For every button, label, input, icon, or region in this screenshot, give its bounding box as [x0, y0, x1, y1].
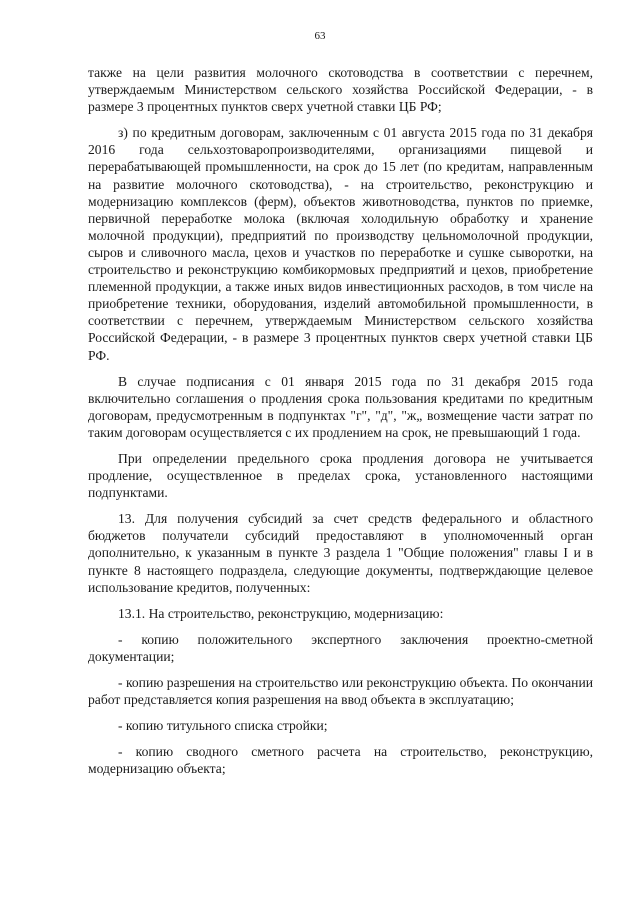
- paragraph-item-13-1: 13.1. На строительство, реконструкцию, модернизацию:: [118, 605, 444, 621]
- paragraph-subitem-z: з) по кредитным договорам, заключенным с 01 августа 2015 года по 31 декабря 2016 года сельхозтоваропроизводителями, организациями пищевой и перерабатывающей промышленности, на срок до 15 лет (по кредитам, направленным на развитие молочного скотоводства), - на строительство, реконструкцию и модернизацию комплексов (ферм), объектов животноводства, пунктов по приемке, первичной переработке молока (включая холодильную обработку и хранение молочной продукции), предприятий по производству цельномолочной продукции, сыров и сливочного масла, цехов и участков по переработке и сушке сыворотки, на строительство и реконструкцию комбикормовых предприятий и цехов, приобретение племенной продукции, а также иных видов инвестиционных расходов, в том числе на приобретение техники, оборудования, изделий автомобильной промышленности, в соответствии с перечнем, утверждаемым Министерством сельского хозяйства Российской Федерации, - в размере 3 процентных пунктов сверх учетной ставки ЦБ РФ.: [88, 125, 593, 363]
- document-body: [88, 64, 593, 786]
- paragraph-construction-permit: - копию разрешения на строительство или реконструкцию объекта. По окончании работ представляется копия разрешения на ввод объекта в эксплуатацию;: [88, 675, 593, 708]
- page-number: 63: [314, 30, 326, 42]
- paragraph-extension-case: В случае подписания с 01 января 2015 года по 31 декабря 2015 года включительно соглашения о продления срока пользования кредитами по кредитным договорам, предусмотренным в подпунктах "г", "д", "ж„ возмещение части затрат по таким договорам осуществляется с их продлением на срок, не превышающий 1 года.: [88, 373, 593, 440]
- paragraph-extension-limit: При определении предельного срока продления договора не учитывается продление, осуществленное в пределах срока, установленного настоящими подпунктами.: [88, 450, 593, 501]
- paragraph-estimate: - копию сводного сметного расчета на строительство, реконструкцию, модернизацию объекта;: [88, 744, 593, 777]
- paragraph-item-13: 13. Для получения субсидий за счет средств федерального и областного бюджетов получатели субсидий предоставляют в уполномоченный орган дополнительно, к указанным в пункте 3 раздела 1 "Общие положения" главы I и в пункте 8 настоящего подраздела, следующие документы, подтверждающие целевое использование кредитов, полученных:: [88, 511, 593, 595]
- paragraph-expert-conclusion: - копию положительного экспертного заключения проектно-сметной документации;: [88, 631, 593, 664]
- paragraph-continuation: также на цели развития молочного скотоводства в соответствии с перечнем, утверждаемым Министерством сельского хозяйства Российской Федерации, - в размере 3 процентных пунктов сверх учетной ставки ЦБ РФ;: [88, 65, 593, 115]
- paragraph-title-list: - копию титульного списка стройки;: [118, 718, 328, 734]
